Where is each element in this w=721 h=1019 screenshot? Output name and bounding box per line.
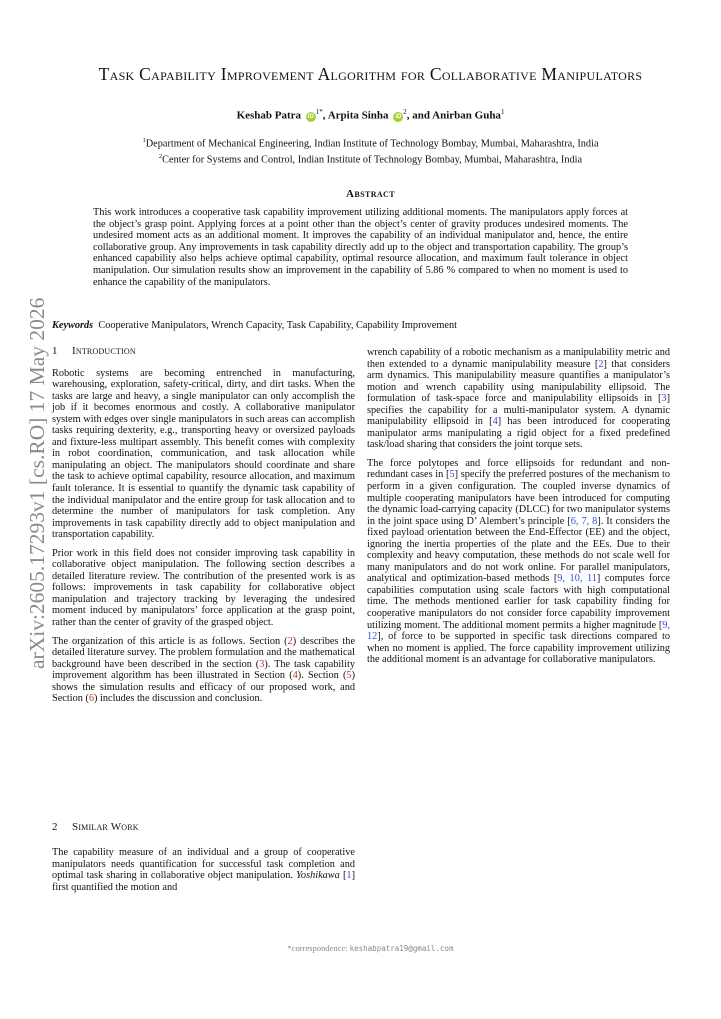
affiliations	[40, 134, 701, 167]
orcid-icon[interactable]: iD	[395, 113, 402, 120]
arxiv-identifier: arXiv:2605.17293v1 [cs.RO] 17 May 2026	[25, 297, 49, 669]
author-sup: 1	[500, 108, 505, 116]
citation-link[interactable]: 9, 12	[367, 619, 670, 643]
section-link[interactable]: 2	[287, 635, 293, 647]
citation-link[interactable]: 2	[598, 358, 604, 370]
citation-link[interactable]: 3	[661, 393, 667, 405]
author-name: Keshab Patra	[236, 109, 302, 122]
abstract-heading: Abstract	[346, 188, 395, 200]
citation-link[interactable]: 6, 7, 8	[570, 515, 598, 527]
keywords-label: Keywords	[52, 320, 94, 331]
citation-link[interactable]: 9, 10, 11	[557, 573, 597, 585]
intro-paragraph: Robotic systems are becoming entrenched in manufacturing, warehousing, exploration, safety-critical, dirty, and dirt tasks. When the tasks are large and heavy, a single manipulator can only accomplish the job if it becomes enormous and costly. A collaborative manipulator system with edges over single manipulators in such areas can accomplish tasks requiring dexterity, e.g., transporting heavy or oversized payloads and fixture-less multipart assembly. This benefit comes with complexity in robot coordination, communication, and task allocation while manipulating an object. The manipulators should coordinate and share the task to achieve optimal capability, resource allocation, and maximum fault tolerance. It is essential to quantify the dynamic task capability of the individual manipulator and the entire group for task allocation and to determine the number of manipulators for task completion. Any improvements in task capability directly add to object manipulation and transportation capability.	[52, 367, 355, 541]
orcid-icon[interactable]: iD	[307, 113, 314, 120]
correspondence-footer	[40, 943, 701, 953]
author-sup: 2	[403, 108, 407, 116]
section-link[interactable]: 3	[259, 658, 265, 670]
section-heading-introduction: 1 Introduction	[52, 345, 136, 357]
keywords-line	[52, 320, 692, 331]
citation-link[interactable]: 5	[449, 469, 455, 481]
paper-title: Task Capability Improvement Algorithm for Collaborative Manipulators	[98, 64, 643, 84]
affiliation-line: $^2$Center for Systems and Control, Indian Institute of Technology Bombay, Mumbai, Maharashtra, India	[158, 153, 583, 166]
section-link[interactable]: 4	[292, 670, 298, 682]
author-name: Arpita Sinha	[327, 109, 389, 122]
author-sup: 1*	[315, 108, 323, 116]
correspondence-label: *correspondence:	[287, 943, 348, 953]
section-link[interactable]: 6	[88, 693, 95, 705]
intro-paragraph: Prior work in this field does not consider improving task capability in collaborative object manipulation. The following section describes a detailed literature review. The contribution of the presented work is as follows: improvements in task capability for collaborative object manipulation and trajectory tracking by leveraging the undesired moment induced by manipulators’ force application at the grasp point, rather than the center of gravity of the grasped object.	[52, 547, 355, 629]
right-column	[367, 347, 670, 673]
citation-link[interactable]: 1	[346, 870, 352, 882]
keywords-text: Cooperative Manipulators, Wrench Capacity, Task Capability, Capability Improvement	[98, 320, 457, 331]
left-column	[52, 346, 355, 712]
abstract-text: This work introduces a cooperative task capability improvement utilizing additional moments. The manipulators apply forces at the object’s grasp point. Applying forces at a point other than the object’s center of gravity produces undesired moments. The undesired moment acts as an additional moment. It improves the capability of an individual manipulator and, hence, the entire collaborative group. Any improvements in task capability directly add up to the object and transportation capability. The group’s enhanced capability also helps achieve optimal capability, optimal resource allocation, and maximum fault tolerance in object manipulation. Our simulation results show an improvement in the capability of 5.86 % compared to when no moment is used to enhance the capability of the manipulators.	[93, 207, 628, 288]
section-link[interactable]: 5	[346, 670, 352, 682]
author-name: and Anirban Guha	[412, 109, 501, 122]
right-paragraph: wrench capability of a robotic mechanism as a manipulability metric and then extended to a dynamic manipulability measure [2] that considers arm dynamics. This manipulability measure quantifies a manipulator’s motion and wrench capability using manipulability ellipsoid. The formulation of task-space force and manipulability ellipsoids in [3] specifies the capability for a multi-manipulator system. A dynamic manipulability ellipsoid in [4] has been introduced for cooperating manipulator arms manipulating a rigid object for a fixed predefined task/load sharing that considers the joint torque sets.	[367, 347, 670, 451]
author-list: Keshab Patra $iD^{1*}$, Arpita Sinha $iD^2$, and Anirban Guha$^1$	[236, 108, 505, 122]
correspondence-email[interactable]: keshabpatra19@gmail.com	[349, 944, 454, 953]
section-heading-similar-work: 2 Similar Work	[52, 821, 139, 833]
right-paragraph: The force polytopes and force ellipsoids for redundant and non-redundant cases in [5] specify the preferred postures of the mechanism to perform in a given configuration. The coupled inverse dynamics of multiple cooperating manipulators have been introduced for computing the dynamic load-carrying capacity (DLCC) for two manipulator systems in the joint space using D’ Alembert’s principle [6, 7, 8]. It considers the fixed payload orientation between the End-Effector (EE) and the object, ignoring the inertia properties of the plate and the EEs. Due to their complexity and heavy computation, these methods do not scale well for many manipulators and do not work online. For parallel manipulators, analytical and optimization-based methods [9, 10, 11] computes force capabilities computation using scale factors with high computational time. The methods mentioned earlier for task capability finding for cooperative manipulators do not consider force capability improvement utilizing moment. The additional moment permits a higher magnitude [9, 12], of force to be supported in specific task directions compared to when no moment is applied. The force capability improvement utilizing the additional moment is an advantage for collaborative manipulators.	[367, 457, 671, 666]
citation-link[interactable]: 4	[492, 416, 498, 428]
similar-work-paragraph: The capability measure of an individual and a group of cooperative manipulators needs quantification for successful task completion and optimal task sharing in collaborative object manipulation. Yoshikawa [1] first quantified the motion and	[52, 847, 355, 893]
intro-paragraph: The organization of this article is as follows. Section (2) describes the detailed literature survey. The problem formulation and the mathematical background have been described in the section (3). The task capability improvement algorithm has been illustrated in Section (4). Section (5) shows the simulation results and efficacy of our proposed work, and Section (6) includes the discussion and conclusion.	[52, 635, 356, 705]
similar-work-body	[52, 847, 355, 900]
affiliation-line: $^1$Department of Mechanical Engineering, Indian Institute of Technology Bombay, Mumbai, Maharashtra, India	[142, 137, 599, 150]
